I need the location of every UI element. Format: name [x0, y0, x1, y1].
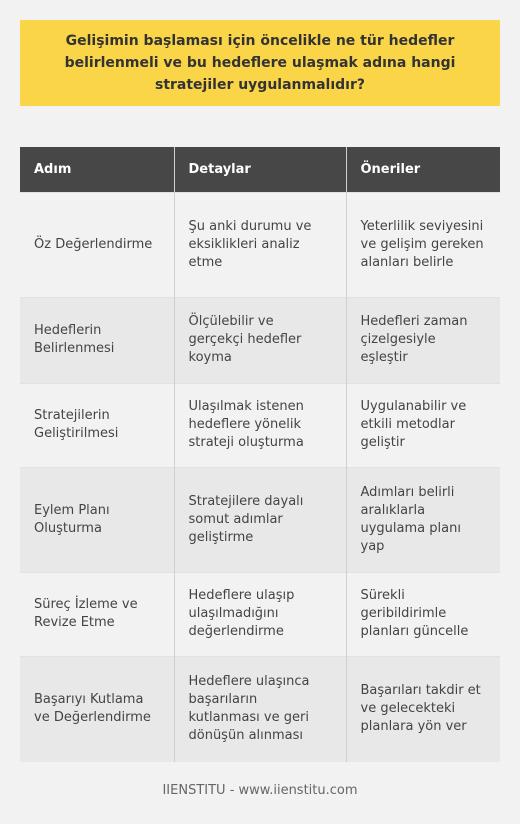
column-header-details: Detaylar: [174, 147, 346, 192]
suggestion-cell: Adımları belirli aralıklarla uygulama planı yap: [346, 467, 500, 572]
table-row: [20, 383, 500, 467]
steps-table: [20, 147, 500, 762]
suggestion-cell: Yeterlilik seviyesini ve gelişim gereken alanları belirle: [346, 192, 500, 297]
title-banner: [20, 20, 500, 106]
table-row: [20, 572, 500, 656]
details-cell: Hedeflere ulaşınca başarıların kutlanması ve geri dönüşün alınması: [174, 656, 346, 762]
table-row: [20, 656, 500, 762]
details-cell: Hedeflere ulaşıp ulaşılmadığını değerlendirme: [174, 572, 346, 656]
table-row: [20, 192, 500, 297]
footer-credit: IIENSTITU - www.iienstitu.com: [162, 783, 358, 798]
column-header-suggestions: Öneriler: [346, 147, 500, 192]
suggestion-cell: Uygulanabilir ve etkili metodlar geliştir: [346, 383, 500, 467]
table-row: [20, 297, 500, 383]
column-header-step: Adım: [20, 147, 174, 192]
step-cell: Eylem Planı Oluşturma: [20, 467, 174, 572]
table-row: [20, 467, 500, 572]
details-cell: Ölçülebilir ve gerçekçi hedefler koyma: [174, 297, 346, 383]
step-cell: Stratejilerin Geliştirilmesi: [20, 383, 174, 467]
step-cell: Hedeflerin Belirlenmesi: [20, 297, 174, 383]
step-cell: Öz Değerlendirme: [20, 192, 174, 297]
table-header-row: [20, 147, 500, 192]
suggestion-cell: Başarıları takdir et ve gelecekteki planlara yön ver: [346, 656, 500, 762]
page-title: Gelişimin başlaması için öncelikle ne tür hedefler belirlenmeli ve bu hedeflere ulaşmak adına hangi stratejiler uygulanmalıdır?: [64, 33, 456, 93]
step-cell: Süreç İzleme ve Revize Etme: [20, 572, 174, 656]
step-cell: Başarıyı Kutlama ve Değerlendirme: [20, 656, 174, 762]
details-cell: Ulaşılmak istenen hedeflere yönelik strateji oluşturma: [174, 383, 346, 467]
details-cell: Stratejilere dayalı somut adımlar geliştirme: [174, 467, 346, 572]
details-cell: Şu anki durumu ve eksiklikleri analiz etme: [174, 192, 346, 297]
suggestion-cell: Hedefleri zaman çizelgesiyle eşleştir: [346, 297, 500, 383]
suggestion-cell: Sürekli geribildirimle planları güncelle: [346, 572, 500, 656]
